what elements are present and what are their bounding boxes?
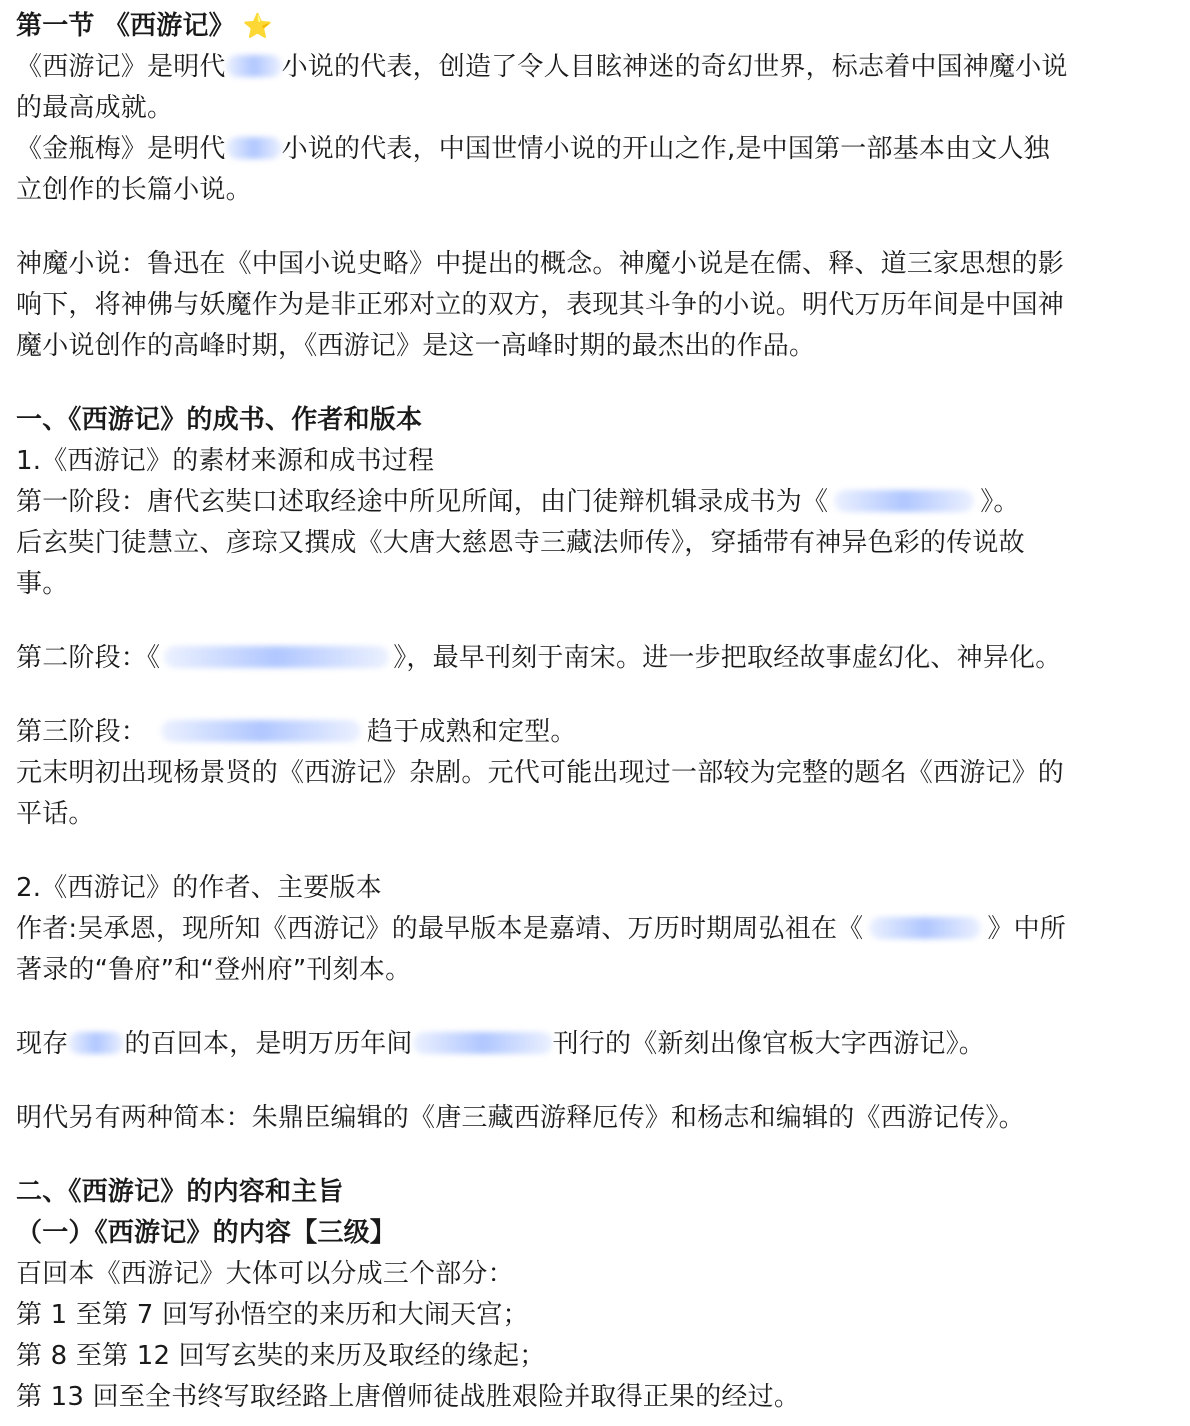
- intro-line-1: [16, 47, 1176, 88]
- stage1-line-1: [16, 482, 1176, 523]
- stage2-line: [16, 638, 1176, 679]
- simple-editions-line: 明代另有两种简本：朱鼎臣编辑的《唐三藏西游释厄传》和杨志和编辑的《西游记传》。: [16, 1103, 1025, 1133]
- section2-heading: 二、《西游记》的内容和主旨: [16, 1177, 344, 1207]
- redacted-blank: [834, 490, 974, 512]
- stage2-text: 第二阶段：《: [16, 643, 161, 673]
- stage1-text: 》。: [980, 487, 1020, 517]
- stage1-text: 第一阶段：唐代玄奘口述取经途中所见所闻，由门徒辩机辑录成书为《: [16, 487, 829, 517]
- stage3-line-3: 平话。: [16, 799, 95, 829]
- author-text: 作者:吴承恩，现所知《西游记》的最早版本是嘉靖、万历时期周弘祖在《: [16, 914, 864, 944]
- redacted-blank: [413, 1032, 553, 1054]
- section-title: [16, 6, 1176, 47]
- redacted-blank: [226, 137, 282, 159]
- extant-text: 现存: [16, 1029, 69, 1059]
- shenmo-line-3: 魔小说创作的高峰时期，《西游记》是这一高峰时期的最杰出的作品。: [16, 331, 816, 361]
- section1-heading: 一、《西游记》的成书、作者和版本: [16, 405, 423, 435]
- section2-sub1: （一）《西游记》的内容【三级】: [16, 1218, 397, 1248]
- author-text: 》中所: [987, 914, 1066, 944]
- stage1-line-2: 后玄奘门徒慧立、彦琮又撰成《大唐大慈恩寺三藏法师传》，穿插带有神异色彩的传说故: [16, 528, 1025, 558]
- intro-text: 《金瓶梅》是明代: [16, 134, 226, 164]
- stage3-line-2: 元末明初出现杨景贤的《西游记》杂剧。元代可能出现过一部较为完整的题名《西游记》的: [16, 758, 1065, 788]
- stage1-line-3: 事。: [16, 569, 69, 599]
- redacted-blank: [161, 720, 361, 742]
- intro-text: 小说的代表，创造了令人目眩神迷的奇幻世界，标志着中国神魔小说: [281, 52, 1068, 82]
- stage2-text: 》，最早刊刻于南宋。进一步把取经故事虚幻化、神异化。: [393, 643, 1062, 673]
- section-title-text: 第一节 《西游记》: [16, 11, 235, 41]
- extant-text: 刊行的《新刻出像官板大字西游记》。: [552, 1029, 986, 1059]
- intro-text: 的最高成就。: [16, 93, 174, 123]
- section1-sub1: 1.《西游记》的素材来源和成书过程: [16, 446, 435, 476]
- redacted-blank: [226, 55, 282, 77]
- extant-text: 的百回本，是明万历年间: [124, 1029, 413, 1059]
- redacted-blank: [68, 1032, 124, 1054]
- stage3-line-1: [16, 712, 1176, 753]
- intro-line-4: [16, 170, 1176, 211]
- stage3-text: 趋于成熟和定型。: [367, 717, 577, 747]
- extant-line: [16, 1024, 1176, 1065]
- content-line-1: 百回本《西游记》大体可以分成三个部分：: [16, 1259, 514, 1289]
- shenmo-line-1: 神魔小说：鲁迅在《中国小说史略》中提出的概念。神魔小说是在儒、释、道三家思想的影: [16, 249, 1065, 279]
- redacted-blank: [869, 917, 981, 939]
- section1-sub2: 2.《西游记》的作者、主要版本: [16, 873, 382, 903]
- redacted-blank: [164, 646, 389, 668]
- content-line-2: 第 1 至第 7 回写孙悟空的来历和大闹天宫；: [16, 1300, 529, 1330]
- shenmo-line-2: 响下，将神佛与妖魔作为是非正邪对立的双方，表现其斗争的小说。明代万历年间是中国神: [16, 290, 1065, 320]
- star-icon: ⭐: [242, 12, 273, 40]
- intro-text: 小说的代表，中国世情小说的开山之作,是中国第一部基本由文人独: [281, 134, 1050, 164]
- content-line-4: 第 13 回至全书终写取经路上唐僧师徒战胜艰险并取得正果的经过。: [16, 1382, 801, 1412]
- intro-line-3: [16, 129, 1176, 170]
- intro-line-2: [16, 88, 1176, 129]
- intro-text: 立创作的长篇小说。: [16, 175, 252, 205]
- author-line-2: 著录的“鲁府”和“登州府”刊刻本。: [16, 955, 412, 985]
- stage3-text: 第三阶段：: [16, 717, 148, 747]
- intro-text: 《西游记》是明代: [16, 52, 226, 82]
- author-line-1: [16, 909, 1176, 950]
- content-line-3: 第 8 至第 12 回写玄奘的来历及取经的缘起；: [16, 1341, 546, 1371]
